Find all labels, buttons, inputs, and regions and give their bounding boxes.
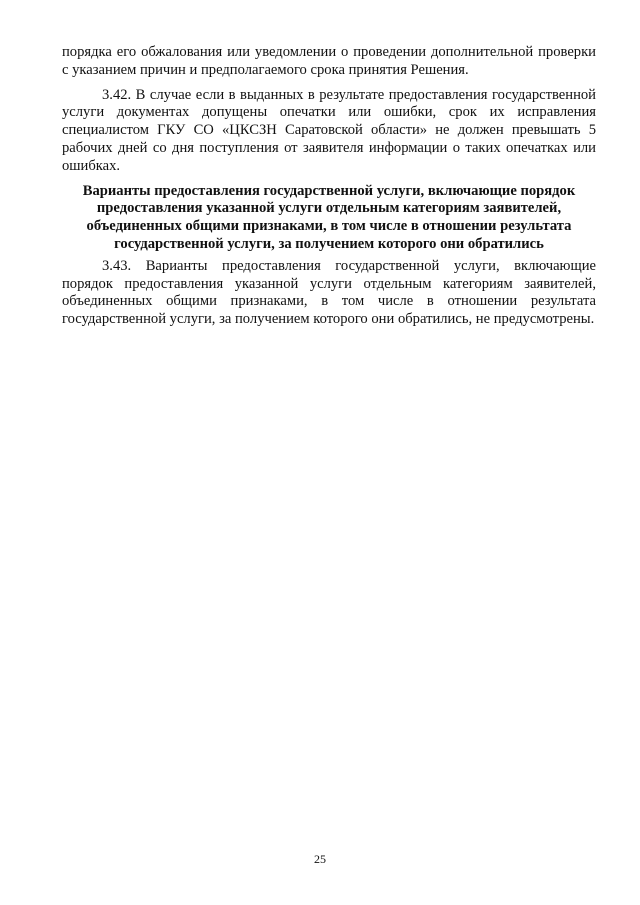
paragraph-3-42: 3.42. В случае если в выданных в результате предоставления государственной услуги документах допущены опечатки или ошибки, срок их исправления специалистом ГКУ СО «ЦКСЗН Саратовской области» не должен превышать 5 рабочих дней со дня поступления от заявителя информации о таких опечатках или ошибках. bbox=[62, 86, 596, 174]
section-heading: Варианты предоставления государственной услуги, включающие порядок предоставления указанной услуги отдельным категориям заявителей, объединенных общими признаками, в том числе в отношении результата государственной услуги, за получением которого они обратились bbox=[82, 182, 576, 252]
page-number: 25 bbox=[314, 852, 326, 866]
document-body bbox=[62, 44, 596, 329]
paragraph-3-43: 3.43. Варианты предоставления государственной услуги, включающие порядок предоставления указанной услуги отдельным категориям заявителей, объединенных общими признаками, в том числе в отношении результата государственной услуги, за получением которого они обратились, не предусмотрены. bbox=[62, 257, 596, 328]
paragraph-continuation: порядка его обжалования или уведомлении о проведении дополнительной проверки с указанием причин и предполагаемого срока принятия Решения. bbox=[62, 44, 596, 78]
